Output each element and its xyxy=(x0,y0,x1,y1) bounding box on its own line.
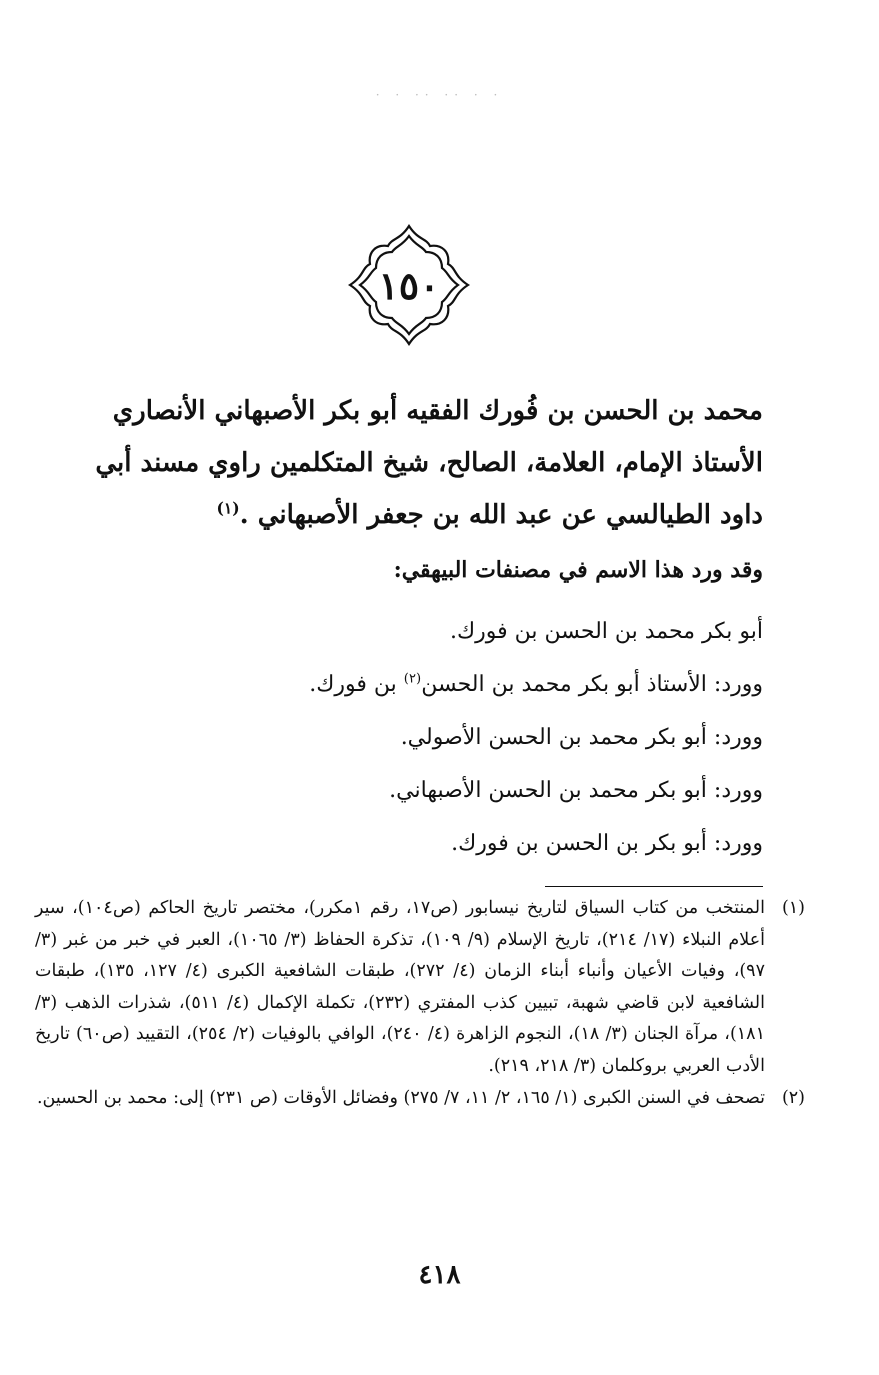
running-header-mark: · · ·· ·· · · xyxy=(375,88,504,102)
footnote-text: المنتخب من كتاب السياق لتاريخ نيسابور (ص١٧، رقم ١مكرر)، مختصر تاريخ الحاكم (ص١٠٤)، سير أعلام النبلاء (١٧/ ٢١٤)، تاريخ الإسلام (٩/ ١٠٩)، تذكرة الحفاظ (٣/ ١٠٦٥)، العبر في خبر من غبر (٣/ ٩٧)، وفيات الأعيان وأنباء أبناء الزمان (٤/ ٢٧٢)، طبقات الشافعية الكبرى (٤/ ١٢٧، ١٣٥)، طبقات الشافعية لابن قاضي شهبة، تبيين كذب المفتري (٢٣٢)، تكملة الإكمال (٤/ ٥١١)، شذرات الذهب (٣/ ١٨١)، مرآة الجنان (٣/ ١٨)، النجوم الزاهرة (٤/ ٢٤٠)، الوافي بالوفيات (٢/ ٢٥٤)، التقييد (ص٦٠) تاريخ الأدب العربي بروكلمان (٣/ ٢١٨، ٢١٩). xyxy=(35,898,766,1076)
name-variants-list xyxy=(95,605,763,870)
footnote-number: (٢) xyxy=(781,1087,805,1108)
variant-text-after: بن فورك. xyxy=(309,672,404,697)
footnote xyxy=(35,1083,805,1115)
list-item xyxy=(95,605,763,658)
footnote-ref: (١) xyxy=(216,498,240,518)
footnote-text: تصحف في السنن الكبرى (١/ ١٦٥، ٢/ ١١، ٧/ ٢٧٥) وفضائل الأوقات (ص ٢٣١) إلى: محمد بن الحسين. xyxy=(36,1087,765,1108)
variant-text: وورد: أبو بكر محمد بن الحسن الأصبهاني. xyxy=(389,778,763,803)
variant-text: وورد: أبو بكر بن الحسن بن فورك. xyxy=(451,831,763,856)
entry-title-text: محمد بن الحسن بن فُورك الفقيه أبو بكر الأصبهاني الأنصاري الأستاذ الإمام، العلامة، الصالح، شيخ المتكلمين راوي مسند أبي داود الطيالسي عن عبد الله بن جعفر الأصبهاني . xyxy=(95,396,763,530)
variant-text: وورد: أبو بكر محمد بن الحسن الأصولي. xyxy=(400,725,763,750)
page-number: ٤١٨ xyxy=(418,1260,461,1290)
list-item xyxy=(95,764,763,817)
entry-number: ١٥٠ xyxy=(378,263,440,308)
variant-text: وورد: الأستاذ أبو بكر محمد بن الحسن xyxy=(421,672,763,697)
footnotes xyxy=(35,893,805,1114)
footnote-number: (١) xyxy=(781,898,805,918)
footnote-divider xyxy=(545,886,763,887)
list-item xyxy=(95,711,763,764)
entry-title xyxy=(95,385,763,541)
variant-text: أبو بكر محمد بن الحسن بن فورك. xyxy=(450,619,763,644)
list-item xyxy=(95,817,763,870)
list-item xyxy=(95,658,763,711)
footnote xyxy=(35,893,805,1083)
footnote-ref: (٢) xyxy=(403,671,422,687)
intro-heading: وقد ورد هذا الاسم في مصنفات البيهقي: xyxy=(393,557,763,583)
